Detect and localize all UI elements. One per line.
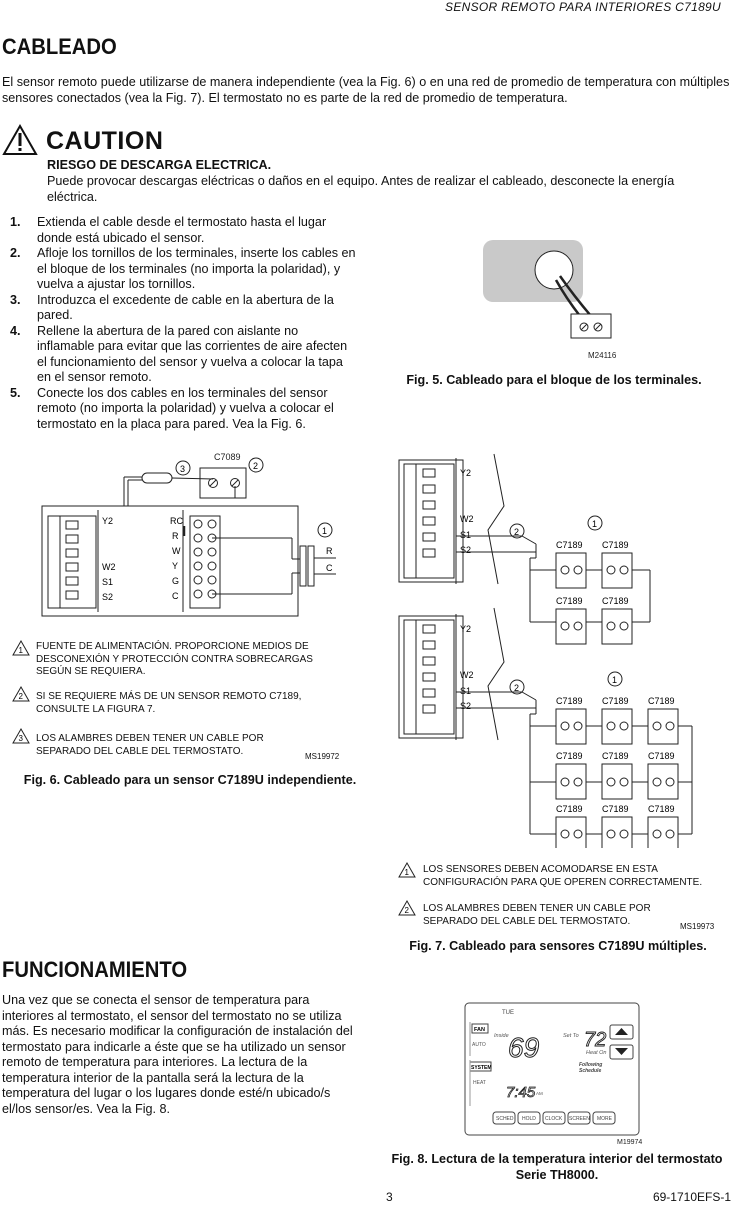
svg-text:C7189: C7189 <box>556 540 583 550</box>
fig8-caption: Fig. 8. Lectura de la temperatura interior del termostato Serie TH8000. <box>391 1152 723 1182</box>
svg-text:W2: W2 <box>460 514 474 524</box>
fig6-power-c: C <box>326 563 333 573</box>
hold-button: HOLD <box>522 1116 536 1122</box>
svg-text:3: 3 <box>18 734 23 743</box>
svg-text:C7189: C7189 <box>556 804 583 814</box>
fig7-upper-thermostat <box>399 454 504 584</box>
clock-button: CLOCK <box>545 1116 563 1122</box>
svg-text:C7189: C7189 <box>602 540 629 550</box>
fig6-code: MS19972 <box>305 752 340 761</box>
fig7-note-2: LOS ALAMBRES DEBEN TENER UN CABLE POR SEPARADO DEL CABLE DEL TERMOSTATO. <box>423 903 651 927</box>
am-label: AM <box>536 1091 543 1096</box>
fig6-caption: Fig. 6. Cableado para un sensor C7189U independiente. <box>23 773 357 787</box>
inside-label: Inside <box>494 1033 509 1039</box>
fig8-thermostat-display <box>460 1000 650 1148</box>
svg-text:1: 1 <box>592 519 598 529</box>
svg-text:S2: S2 <box>460 545 472 555</box>
fig6-term-y: Y <box>172 561 179 571</box>
svg-text:C7189: C7189 <box>556 596 583 606</box>
svg-text:2: 2 <box>514 683 520 693</box>
fig6-s1: S1 <box>102 577 114 587</box>
list-item: 2. Afloje los tornillos de los terminales, inserte los cables en el bloque de los terminales (no importa la polaridad), y vuelva a ajustar los tornillos. <box>10 246 356 291</box>
caution-text: Puede provocar descargas eléctricas o daños en el equipo. Antes de realizar el cableado, desconecte la energía eléctrica. <box>47 174 675 204</box>
fig6-s2: S2 <box>102 592 114 602</box>
document-number: 69-1710EFS-1 <box>652 1190 731 1204</box>
svg-text:C7189: C7189 <box>602 804 629 814</box>
wall-opening <box>535 251 573 289</box>
svg-text:C7189: C7189 <box>648 804 675 814</box>
svg-text:C7189: C7189 <box>602 751 629 761</box>
svg-text:S2: S2 <box>460 701 472 711</box>
fig6-w2: W2 <box>102 562 116 572</box>
svg-text:2: 2 <box>404 906 409 915</box>
fig6-note-2: SI SE REQUIERE MÁS DE UN SENSOR REMOTO C7189, CONSULTE LA FIGURA 7. <box>36 691 302 715</box>
section-title-funcionamiento: FUNCIONAMIENTO <box>2 957 188 982</box>
svg-text:S1: S1 <box>460 686 472 696</box>
cableado-intro: El sensor remoto puede utilizarse de manera independiente (vea la Fig. 6) o en una red de promedio de temperatura con múltiples sensores conectados (vea la Fig. 7). El termostato no es parte de la red de promedio de temperatura. <box>2 75 730 105</box>
set-to-label: Set To <box>563 1033 579 1039</box>
svg-text:Y2: Y2 <box>460 468 472 478</box>
fan-mode: AUTO <box>472 1042 486 1048</box>
fig6-power-r: R <box>326 546 333 556</box>
fig7-note-1: LOS SENSORES DEBEN ACOMODARSE EN ESTA CONFIGURACIÓN PARA QUE OPEREN CORRECTAMENTE. <box>423 864 703 888</box>
wiring-steps <box>10 215 358 432</box>
fig6-term-w: W <box>172 546 181 556</box>
fig5-caption: Fig. 5. Cableado para el bloque de los terminales. <box>406 373 702 387</box>
clock-time: 7:45 <box>506 1084 536 1101</box>
funcionamiento-text: Una vez que se conecta el sensor de temperatura para interiores al termostato, el sensor del termostato no se utiliza más. Es necesario modificar la configuración de instalación del termostato para indicarle a éste que se ha utilizado un sensor remoto de temperatura para interiores. La lectura de la temperatura interior de la pantalla será la lectura de la temperatura del lugar o los lugares donde esté/n ubicado/s el/los sensor/es. Vea la Fig. 8. <box>2 993 353 1116</box>
fig6-callout-1: 1 <box>322 526 328 536</box>
fig7-multiple-sensors-diagram <box>396 452 732 848</box>
fig7-note-markers <box>398 862 416 922</box>
svg-text:C7189: C7189 <box>602 596 629 606</box>
system-label: SYSTEM <box>471 1065 492 1071</box>
fig6-note-markers <box>12 640 30 750</box>
running-header: SENSOR REMOTO PARA INTERIORES C7189U <box>445 0 721 14</box>
warning-triangle-icon <box>2 124 38 156</box>
svg-text:2: 2 <box>18 692 23 701</box>
fig5-terminal-block-diagram <box>476 236 626 364</box>
fig6-callout-3: 3 <box>180 464 186 474</box>
svg-text:C7189: C7189 <box>556 696 583 706</box>
svg-text:W2: W2 <box>460 670 474 680</box>
list-item: 1. Extienda el cable desde el termostato hasta el lugar donde está ubicado el sensor. <box>10 215 327 245</box>
fig6-note-3: LOS ALAMBRES DEBEN TENER UN CABLE POR SEPARADO DEL CABLE DEL TERMOSTATO. <box>36 733 264 757</box>
list-item: 5. Conecte los dos cables en los terminales del sensor remoto (no importa la polaridad) y vuelva a colocar el termostato en la placa para pared. Vea la Fig. 6. <box>10 385 334 431</box>
display-day: TUE <box>502 1010 514 1016</box>
caution-heading: RIESGO DE DESCARGA ELECTRICA. <box>47 158 272 172</box>
fig7-code: MS19973 <box>680 922 715 931</box>
list-item: 3. Introduzca el excedente de cable en la abertura de la pared. <box>10 292 334 322</box>
svg-text:1: 1 <box>18 646 23 655</box>
set-temp: 72 <box>584 1029 607 1051</box>
svg-text:1: 1 <box>612 675 618 685</box>
fig6-term-r: R <box>172 531 179 541</box>
svg-text:2: 2 <box>514 527 520 537</box>
fig6-single-sensor-diagram <box>0 446 360 766</box>
svg-text:Y2: Y2 <box>460 624 472 634</box>
fig7-lower-thermostat <box>399 608 504 740</box>
section-title-cableado: CABLEADO <box>2 34 117 59</box>
screen-button: SCREEN <box>569 1116 590 1122</box>
fig6-term-g: G <box>172 576 180 586</box>
fig6-term-rc: RC <box>170 516 183 526</box>
caution-label: CAUTION <box>46 127 164 155</box>
fig8-code: M19974 <box>617 1139 643 1146</box>
more-button: MORE <box>597 1116 612 1122</box>
fig7-caption: Fig. 7. Cableado para sensores C7189U múltiples. <box>409 939 707 953</box>
list-item: 4. Rellene la abertura de la pared con aislante no inflamable para evitar que las corrientes de aire afecten el funcionamiento del sensor y vuelva a colocar la tapa en el sensor remoto. <box>10 323 348 384</box>
fan-label: FAN <box>474 1027 485 1033</box>
fig6-term-c: C <box>172 591 179 601</box>
schedule-label: Schedule <box>579 1068 602 1074</box>
svg-text:C7189: C7189 <box>648 751 675 761</box>
page-number: 3 <box>386 1190 393 1204</box>
svg-text:C7189: C7189 <box>648 696 675 706</box>
fig6-y2: Y2 <box>102 516 114 526</box>
svg-text:1: 1 <box>404 868 409 877</box>
inside-temp: 69 <box>508 1032 540 1063</box>
fig6-model-label: C7089 <box>214 452 241 462</box>
svg-text:C7189: C7189 <box>602 696 629 706</box>
svg-text:S1: S1 <box>460 530 472 540</box>
terminal-block <box>571 314 611 338</box>
fig5-code: M24116 <box>588 351 617 360</box>
following-label: Following <box>579 1062 603 1068</box>
sched-button: SCHED <box>496 1116 514 1122</box>
fig6-callout-2: 2 <box>253 461 259 471</box>
svg-text:C7189: C7189 <box>556 751 583 761</box>
system-mode: HEAT <box>473 1080 486 1086</box>
fig6-note-1: FUENTE DE ALIMENTACIÓN. PROPORCIONE MEDIOS DE DESCONEXIÓN Y PROTECCIÓN CONTRA SOBRECARGAS SEGÚN SE REQUIERA. <box>36 641 313 677</box>
heat-on-label: Heat On <box>586 1050 607 1056</box>
